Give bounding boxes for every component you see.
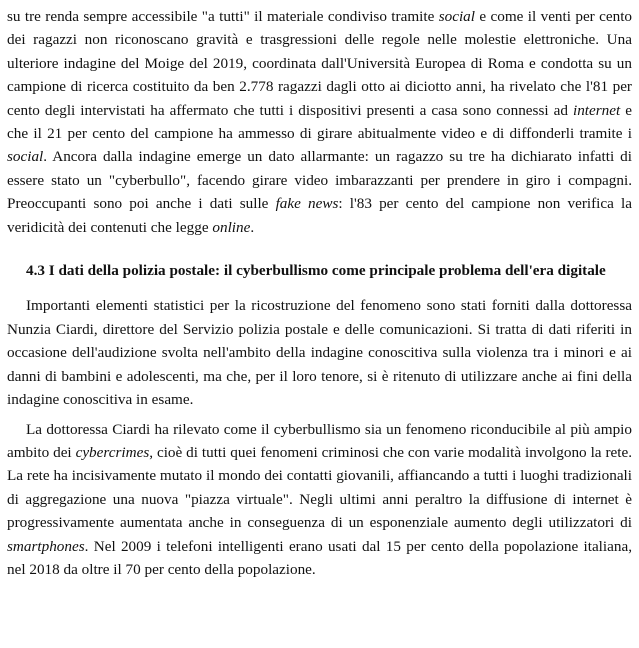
italic-term-online: online bbox=[212, 218, 251, 236]
document-page bbox=[7, 5, 632, 581]
text-run: La dottoressa Ciardi ha rilevato come il cyberbullismo sia un fenomeno riconducibile al più ampio ambito dei bbox=[7, 420, 632, 461]
text-run: e come il venti per cento dei ragazzi non riconoscano gravità e trasgressioni delle regole nelle molestie elettroniche. Una ulteriore indagine del Moige del 2019, coordinata dall'Università Europea di Roma e condotta su un campione di ricerca costituito da ben 2.778 ragazzi dagli otto ai diciotto anni, ha rivelato che l'81 per cento degli intervistati ha affermato che tutti i dispositivi presenti a casa sono connessi ad bbox=[7, 8, 633, 119]
text-run: su tre renda sempre accessibile "a tutti" il materiale condiviso tramite bbox=[7, 8, 439, 25]
paragraph-intro-survey bbox=[7, 5, 632, 239]
text-run: . bbox=[250, 218, 255, 236]
italic-term-fake-news: fake news bbox=[275, 195, 339, 213]
text-run: . Ancora dalla indagine emerge un dato allarmante: un ragazzo su tre ha dichiarato infatti di essere stato un "cyberbullo", facendo girare video imbarazzanti per prendere in giro i compagni. Preoccupanti sono poi anche i dati sulle bbox=[7, 148, 632, 213]
italic-term-social: social bbox=[438, 8, 475, 25]
italic-term-cybercrimes: cybercrimes bbox=[75, 443, 150, 461]
italic-term-social: social bbox=[7, 148, 44, 166]
paragraph-statistics-source: Importanti elementi statistici per la ricostruzione del fenomeno sono stati forniti dalla dottoressa Nunzia Ciardi, direttore del Servizio polizia postale e delle comunicazioni. Si tratta di dati riferiti in occasione dell'audizione svolta nell'ambito della indagine conoscitiva sulla violenza tra i minori e ai danni di bambini e adolescenti, ma che, per il loro tenore, si è ritenuto di utilizzare anche ai fini della indagine conoscitiva in esame. bbox=[7, 297, 632, 409]
paragraph-cybercrimes bbox=[7, 418, 632, 582]
italic-term-smartphones: smartphones bbox=[7, 537, 85, 555]
section-heading: 4.3 I dati della polizia postale: il cyberbullismo come principale problema dell'era digitale bbox=[26, 262, 606, 280]
text-run: : l'83 per cento del campione non verifica la veridicità dei contenuti che legge bbox=[7, 195, 632, 236]
text-run: . Nel 2009 i telefoni intelligenti erano usati dal 15 per cento della popolazione italiana, nel 2018 da oltre il 70 per cento della popolazione. bbox=[7, 537, 632, 578]
text-run: e che il 21 per cento del campione ha ammesso di girare abitualmente video e di diffonderli tramite i bbox=[7, 101, 632, 143]
text-run: , cioè di tutti quei fenomeni criminosi che con varie modalità involgono la rete. La rete ha incisivamente mutato il mondo dei contatti giovanili, affiancando a tutti i luoghi tradizionali di aggregazione una nuova "piazza virtuale". Negli ultimi anni peraltro la diffusione di internet è progressivamente aumentata anche in conseguenza di un esponenziale aumento degli utilizzatori di bbox=[7, 443, 632, 532]
italic-term-internet: internet bbox=[572, 101, 621, 119]
